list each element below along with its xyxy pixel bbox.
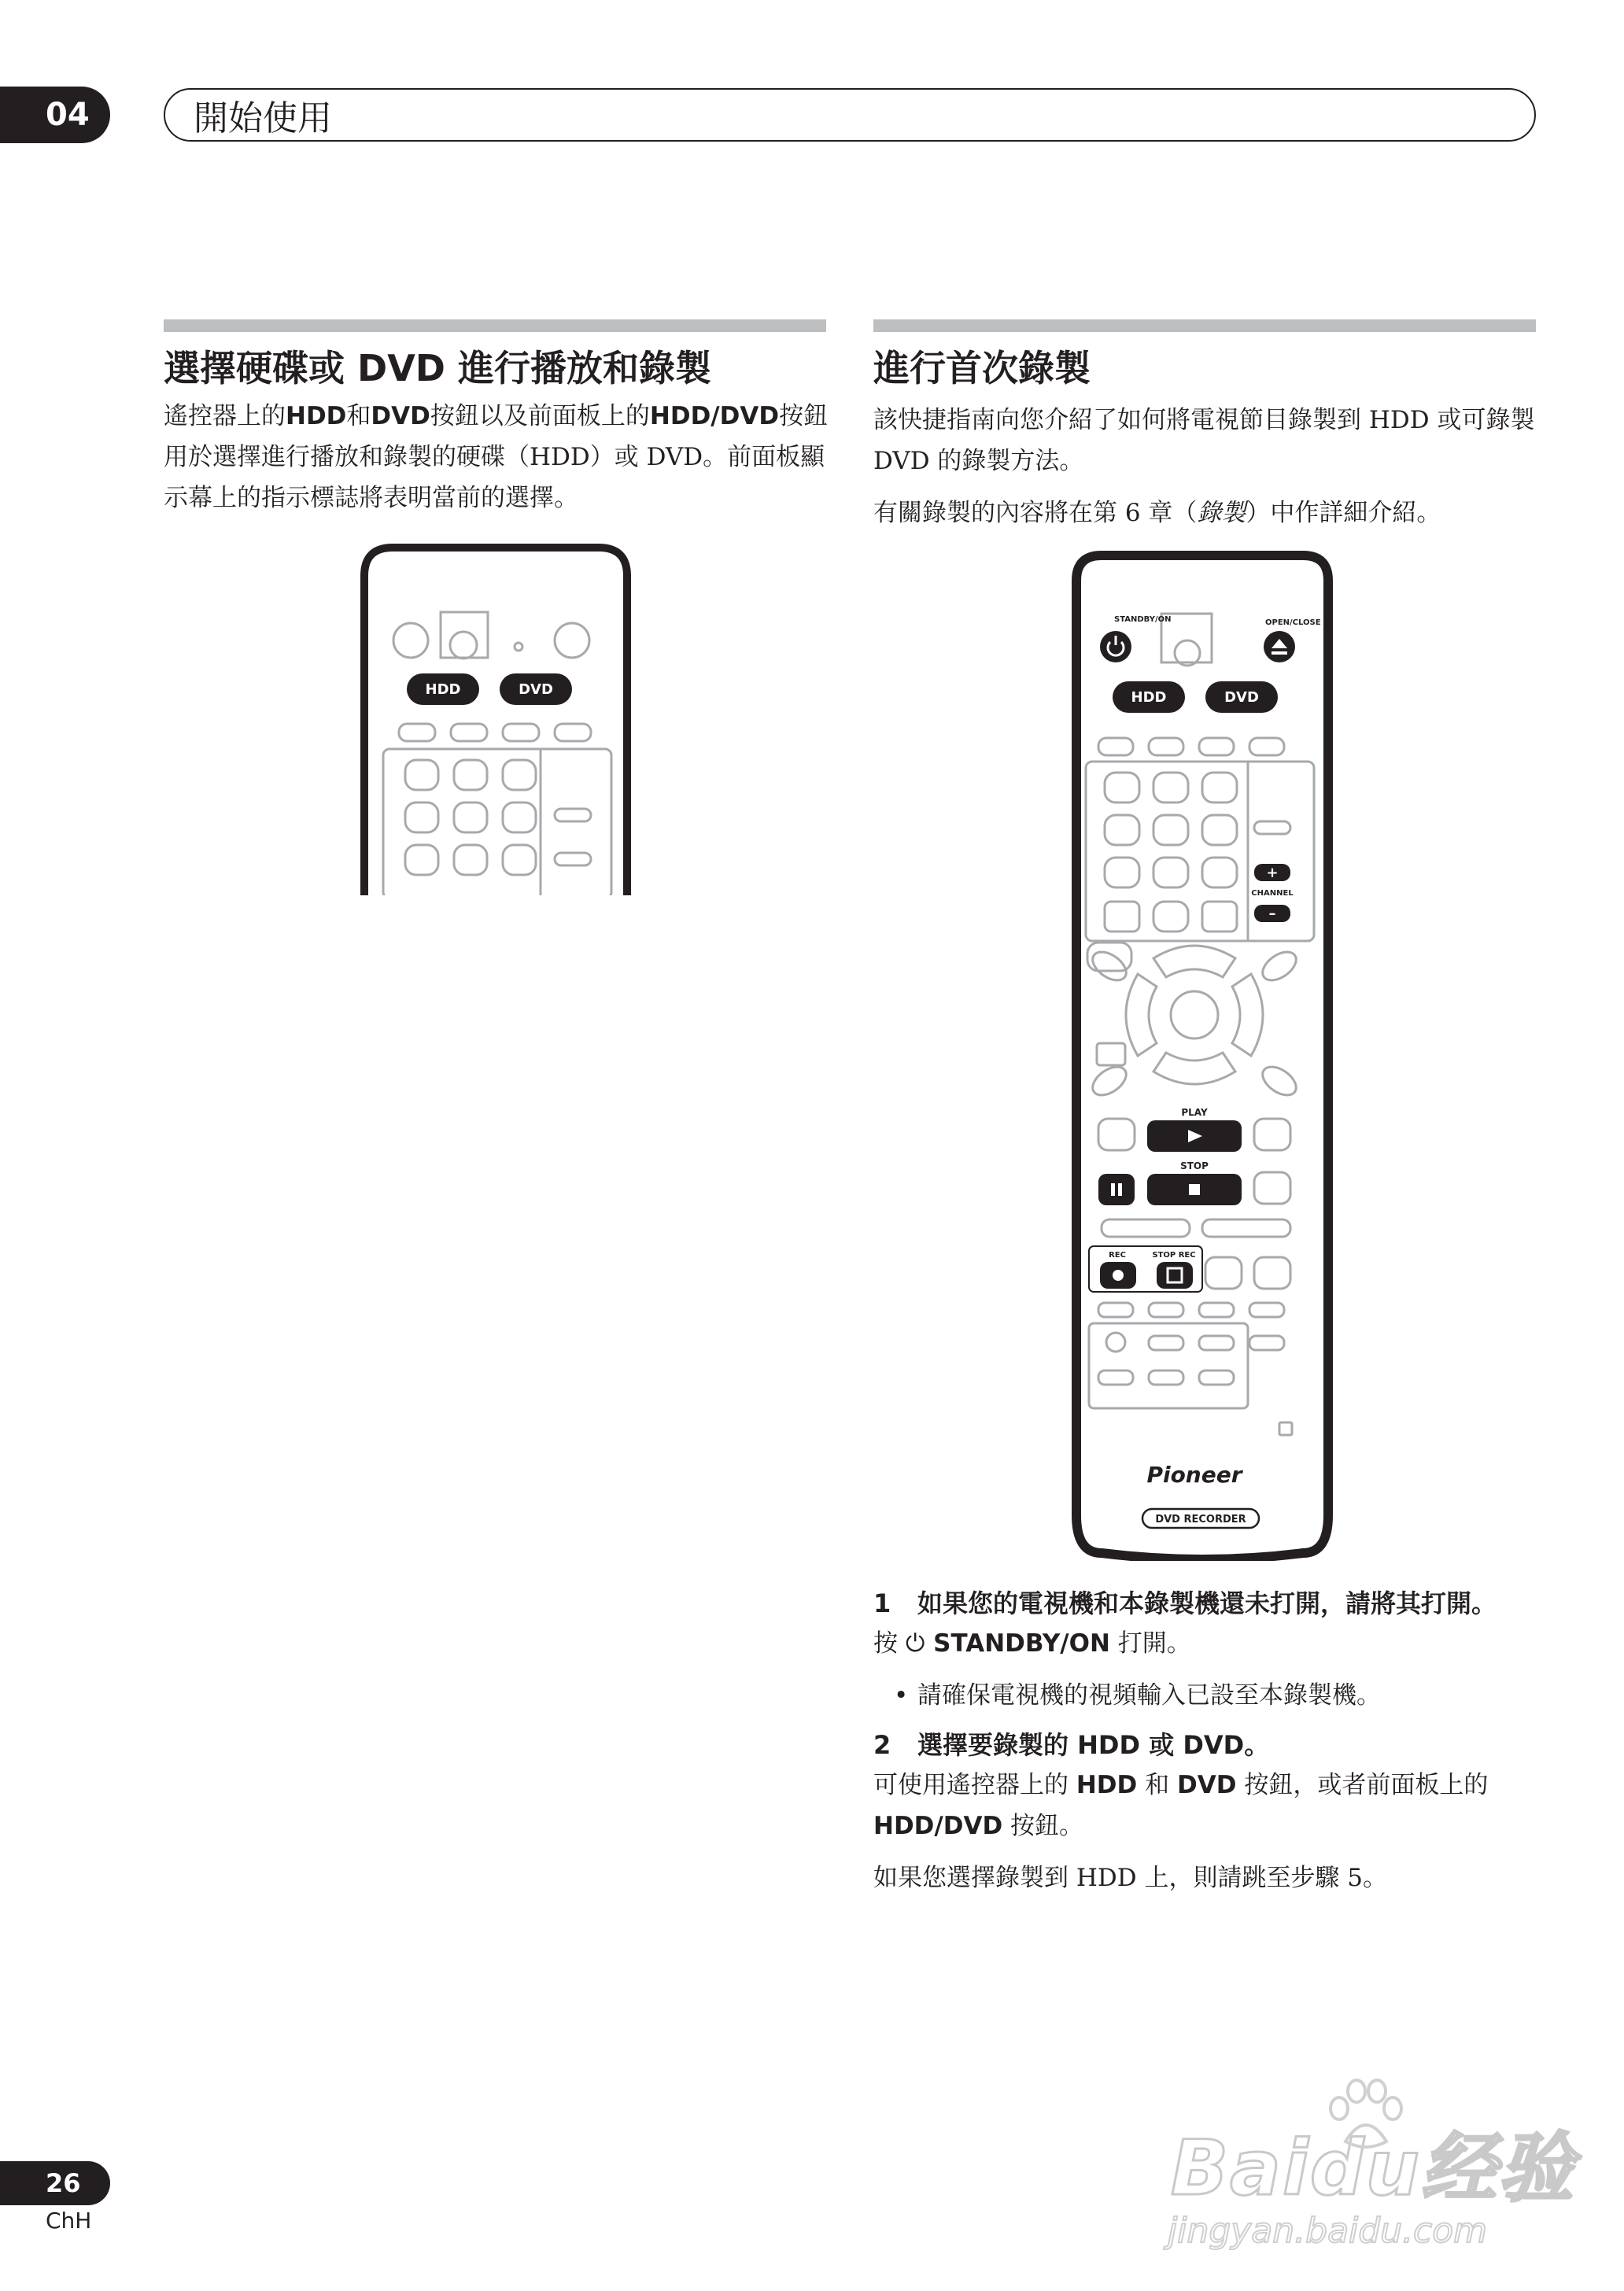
svg-text:DVD: DVD: [519, 681, 553, 698]
dvd-button[interactable]: [1205, 681, 1278, 713]
chapter-number: 04: [46, 97, 90, 133]
svg-text:–: –: [1268, 906, 1276, 922]
watermark-url: jingyan.baidu.com: [1168, 2211, 1488, 2251]
remote-control-illustration: [1069, 549, 1336, 1561]
reference-paragraph: 有關錄製的內容將在第 6 章（錄製）中作詳細介紹。: [873, 499, 1441, 527]
chapter-title: 開始使用: [194, 98, 332, 138]
section-title: 選擇硬碟或 DVD 進行播放和錄製: [164, 347, 711, 389]
dvd-button[interactable]: [500, 673, 572, 705]
pause-button[interactable]: [1098, 1174, 1135, 1205]
section-divider: [873, 319, 1536, 332]
stop-rec-button[interactable]: [1157, 1262, 1193, 1289]
bullet-icon: •: [894, 1681, 909, 1710]
play-label: PLAY: [1181, 1107, 1208, 1118]
page-number-tab: [0, 2161, 110, 2205]
stop-button[interactable]: [1147, 1174, 1242, 1205]
step-heading: 2 選擇要錄製的 HDD 或 DVD。: [873, 1730, 1270, 1760]
open-close-label: OPEN/CLOSE: [1265, 618, 1321, 627]
rec-label: REC: [1109, 1251, 1126, 1260]
intro-paragraph: 該快捷指南向您介紹了如何將電視節目錄製到 HDD 或可錄製 DVD 的錄製方法。: [873, 406, 1535, 475]
pause-icon: [1111, 1183, 1115, 1196]
paw-icon: [1322, 2077, 1408, 2156]
list-item: • 請確保電視機的視頻輸入已設至本錄製機。: [873, 1675, 1539, 1716]
section-body: [873, 400, 1539, 533]
hdd-button[interactable]: [407, 673, 479, 705]
remote-top-illustration: [358, 541, 633, 895]
rec-button[interactable]: [1100, 1262, 1136, 1289]
brand-logo: Pioneer: [1146, 1462, 1242, 1488]
step-note: 如果您選擇錄製到 HDD 上，則請跳至步驟 5。: [873, 1864, 1388, 1892]
section-body: 遙控器上的HDD和DVD按鈕以及前面板上的HDD/DVD按鈕用於選擇進行播放和錄製的硬碟（HDD）或 DVD。前面板顯示幕上的指示標誌將表明當前的選擇。: [164, 402, 829, 512]
section-title: 進行首次錄製: [873, 347, 1091, 389]
step-instruction: 可使用遙控器上的 HDD 和 DVD 按鈕，或者前面板上的 HDD/DVD 按鈕。: [873, 1771, 1489, 1840]
svg-text:HDD: HDD: [425, 681, 461, 698]
svg-text:+: +: [1266, 865, 1279, 881]
stop-label: STOP: [1180, 1160, 1209, 1171]
standby-button[interactable]: [1100, 631, 1131, 662]
power-icon: ⏻: [905, 1629, 925, 1658]
model-label: DVD RECORDER: [1155, 1514, 1246, 1525]
step-instruction: 按 ⏻ STANDBY/ON 打開。: [873, 1629, 1191, 1658]
step-heading: 1 如果您的電視機和本錄製機還未打開，請將其打開。: [873, 1588, 1497, 1618]
svg-text:HDD: HDD: [1131, 689, 1167, 706]
watermark-brand: Baidu经验: [1171, 2124, 1575, 2212]
step-2: [873, 1725, 1539, 1898]
open-close-button[interactable]: [1264, 631, 1295, 662]
hdd-button[interactable]: [1113, 681, 1185, 713]
svg-text:DVD: DVD: [1224, 689, 1259, 706]
channel-label: CHANNEL: [1251, 889, 1294, 898]
record-icon: [1113, 1270, 1124, 1281]
channel-minus-button[interactable]: [1254, 905, 1290, 922]
play-button[interactable]: [1147, 1120, 1242, 1152]
stop-rec-label: STOP REC: [1152, 1251, 1196, 1260]
stop-icon: [1189, 1184, 1200, 1195]
page-number: 26: [46, 2168, 81, 2198]
step-1: [873, 1584, 1539, 1716]
section-divider: [164, 319, 826, 332]
chapter-number-tab: [0, 87, 110, 143]
standby-label: STANDBY/ON: [1114, 615, 1172, 624]
channel-plus-button[interactable]: [1254, 864, 1290, 881]
language-code: ChH: [46, 2208, 92, 2234]
chapter-title-bar: [164, 88, 1536, 142]
